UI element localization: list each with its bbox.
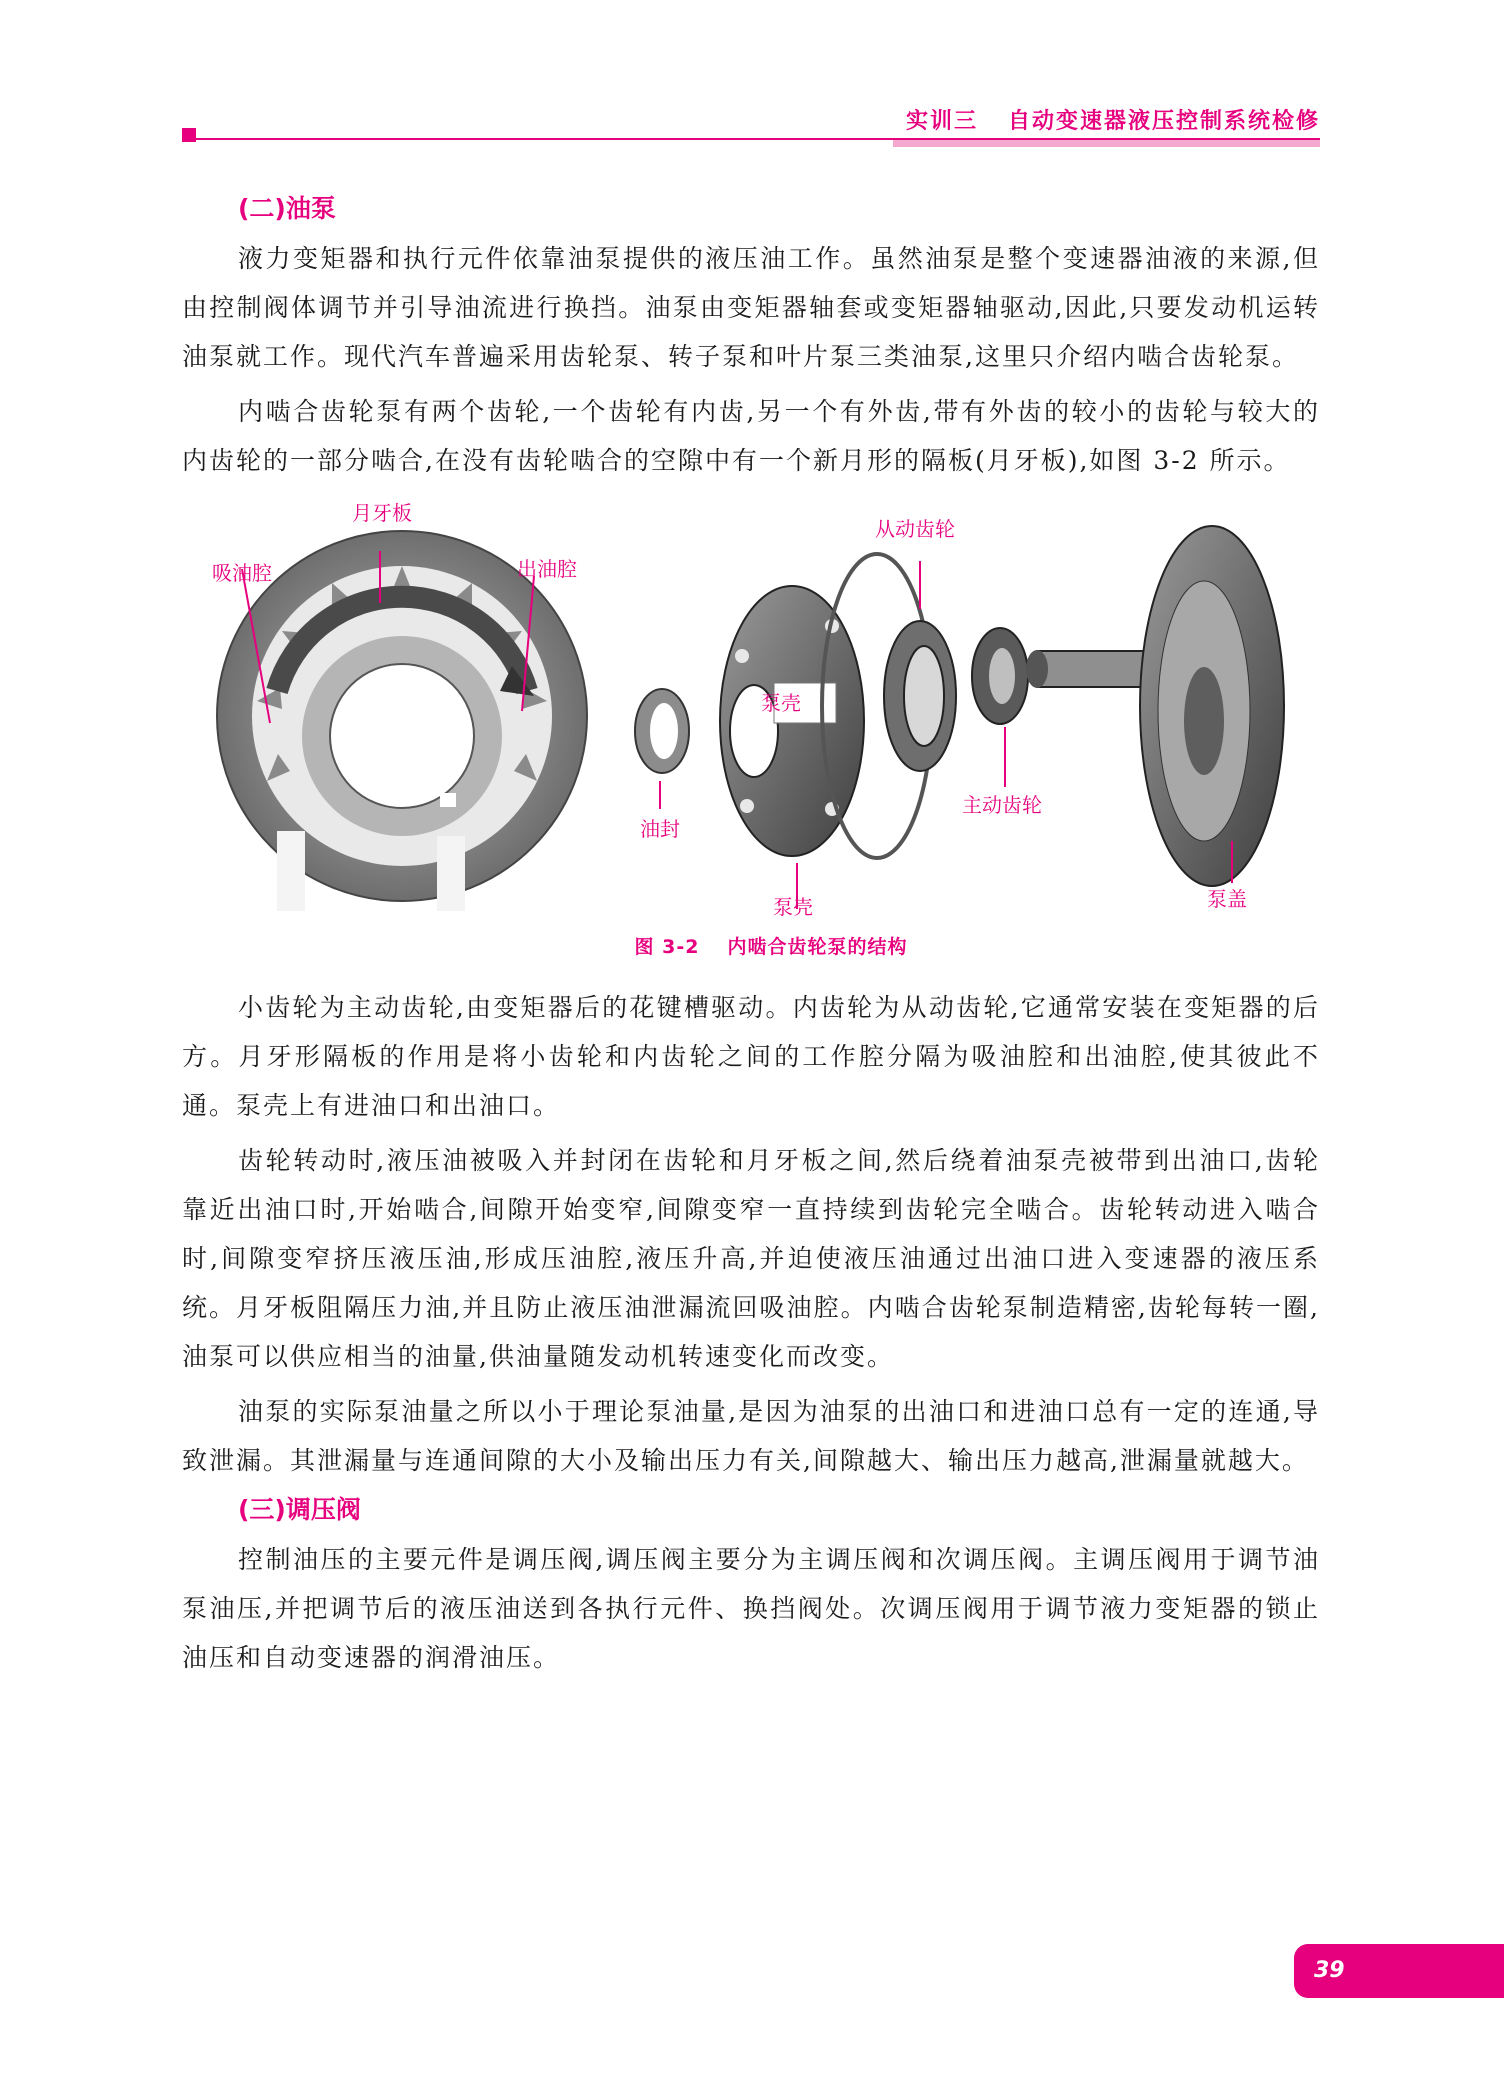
chapter-label: 实训三 — [905, 109, 978, 134]
page-number-tab — [1294, 1944, 1504, 1998]
label-driven-gear: 从动齿轮 — [875, 517, 955, 541]
label-pump-housing: 泵壳 — [773, 895, 813, 919]
paragraph: 齿轮转动时,液压油被吸入并封闭在齿轮和月牙板之间,然后绕着油泵壳被带到出油口,齿轮靠近出油口时,开始啮合,间隙开始变窄,间隙变窄一直持续到齿轮完全啮合。齿轮转动进入啮合时,间隙变窄挤压液压油,形成压油腔,液压升高,并迫使液压油通过出油口进入变速器的液压系统。月牙板阻隔压力油,并且防止液压油泄漏流回吸油腔。内啮合齿轮泵制造精密,齿轮每转一圈,油泵可以供应相当的油量,供油量随发动机转速变化而改变。 — [182, 1146, 1320, 1371]
label-suction-chamber: 吸油腔 — [212, 561, 272, 585]
figure-caption-text: 内啮合齿轮泵的结构 — [727, 936, 908, 958]
driven-gear-part — [884, 561, 956, 771]
section-heading-oil-pump: (二)油泵 — [238, 194, 336, 223]
figure-number: 图 3-2 — [634, 936, 700, 958]
header-marker — [182, 128, 196, 142]
label-pump-cover: 泵盖 — [1207, 887, 1247, 911]
running-header — [906, 104, 1320, 135]
page-body — [182, 184, 1320, 1682]
paragraph: 控制油压的主要元件是调压阀,调压阀主要分为主调压阀和次调压阀。主调压阀用于调节油泵油压,并把调节后的液压油送到各执行元件、换挡阀处。次调压阀用于调节液力变矩器的锁止油压和自动变速器的润滑油压。 — [182, 1545, 1320, 1672]
figure-caption — [182, 921, 1320, 983]
oil-seal-part — [635, 689, 689, 809]
page-number: 39 — [1314, 1958, 1345, 1983]
chapter-title: 自动变速器液压控制系统检修 — [1007, 109, 1320, 134]
label-crescent: 月牙板 — [352, 501, 412, 525]
section-heading-regulator: (三)调压阀 — [238, 1495, 361, 1524]
pump-illustration — [182, 491, 1320, 921]
pump-cover-part — [1026, 526, 1284, 886]
gear-pump-section — [217, 531, 587, 911]
header-band — [893, 140, 1320, 147]
label-discharge-chamber: 出油腔 — [517, 557, 577, 581]
drive-gear-part — [972, 628, 1028, 787]
paragraph: 油泵的实际泵油量之所以小于理论泵油量,是因为油泵的出油口和进油口总有一定的连通,导致泄漏。其泄漏量与连通间隙的大小及输出压力有关,间隙越大、输出压力越高,泄漏量就越大。 — [182, 1397, 1320, 1475]
label-drive-gear: 主动齿轮 — [962, 793, 1042, 817]
label-pump-housing-inner: 泵壳 — [761, 691, 801, 715]
paragraph: 液力变矩器和执行元件依靠油泵提供的液压油工作。虽然油泵是整个变速器油液的来源,但由控制阀体调节并引导油流进行换挡。油泵由变矩器轴套或变矩器轴驱动,因此,只要发动机运转油泵就工作。现代汽车普遍采用齿轮泵、转子泵和叶片泵三类油泵,这里只介绍内啮合齿轮泵。 — [182, 244, 1320, 371]
paragraph: 小齿轮为主动齿轮,由变矩器后的花键槽驱动。内齿轮为从动齿轮,它通常安装在变矩器的后方。月牙形隔板的作用是将小齿轮和内齿轮之间的工作腔分隔为吸油腔和出油腔,使其彼此不通。泵壳上有进油口和出油口。 — [182, 993, 1320, 1120]
pump-housing-part — [720, 586, 864, 909]
figure-3-2 — [182, 491, 1320, 921]
label-oil-seal: 油封 — [640, 817, 680, 841]
paragraph: 内啮合齿轮泵有两个齿轮,一个齿轮有内齿,另一个有外齿,带有外齿的较小的齿轮与较大的内齿轮的一部分啮合,在没有齿轮啮合的空隙中有一个新月形的隔板(月牙板),如图 3-2 所示。 — [182, 397, 1321, 475]
